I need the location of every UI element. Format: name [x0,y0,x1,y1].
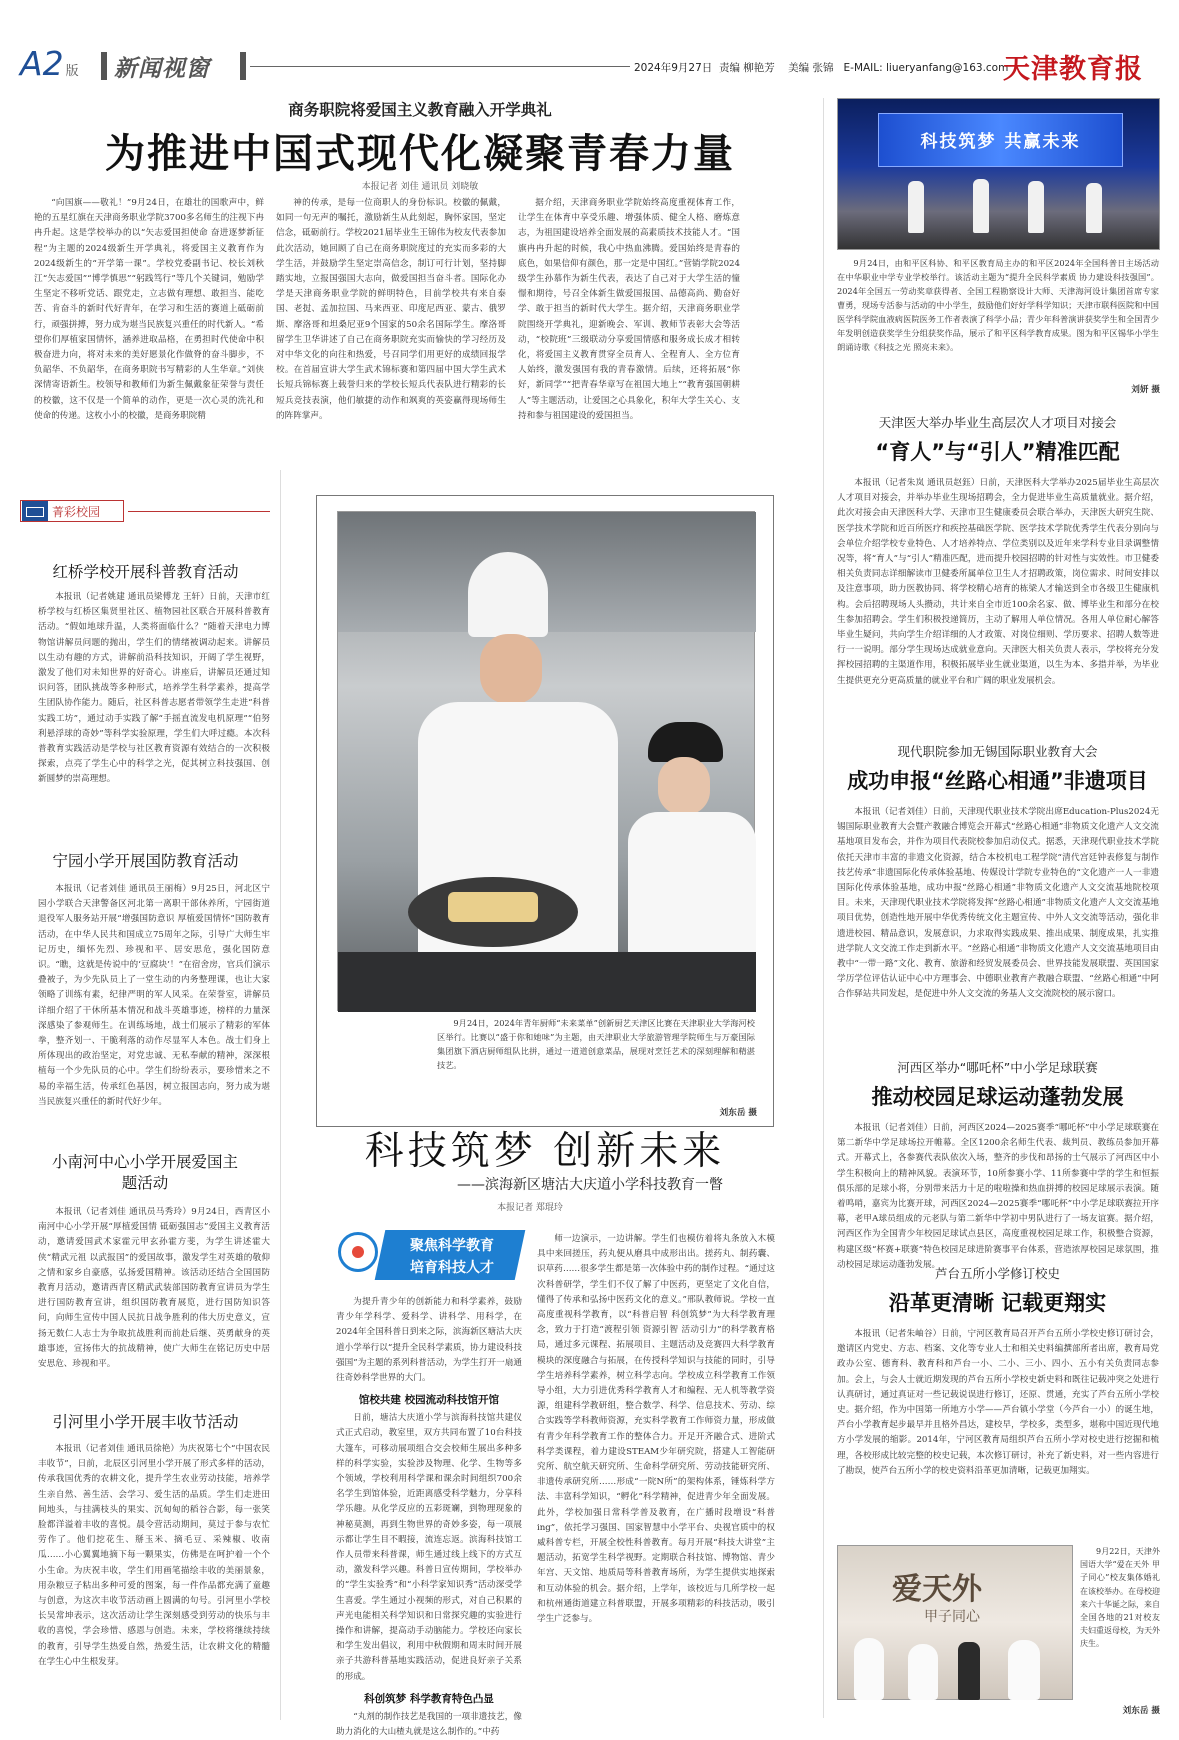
column-divider [280,470,281,1720]
feature-column-2 [537,1232,775,1720]
lutai-text: 本报讯（记者朱岫谷）日前，宁河区教育局召开芦台五所小学校史修订研讨会，邀请区内党史、方志、档案、文化等专业人士和相关史料编撰部所者出席，教育局党政办公室、德育科、教育科和芦台一小、二小、三小、四小、五小有关负责同志参加。会上，与会人士就近期发现的芦台五所小学校史新史料和既往记载冲突之处进行认真研讨，通过真证对一些记载说误进行修订，还原、贯通，充实了芦台五所小学校史。据介绍，作为中国第一所地方小学——芦台镇小学堂（今芦台一小）的诞生地，芦台小学教育起步最早并且格外昌达，建校早，学校多，类型多，堪称中国近现代地方小学发展的缩影。2014年，宁河区教育局组织芦台五所小学对校史进行挖掘和梳理，各校形成比较完整的校史记载，本次修订研讨，补充了新史料，对一些内容进行了勘误，使芦台五所小学的校史资料沿革更加清晰，记载更加翔实。 [837,1329,1159,1476]
xiandai-text: 本报讯（记者刘佳）日前，天津现代职业技术学院出席Education-Plus2024无锡国际职业教育大会暨产教融合博览会开幕式“丝路心相通”非物质文化遗产人文交流基地项目发布会，并作为项目代表院校参加启动仪式。据悉，天津现代职业技术学院依托天津市丰富的非遗文化资源，结合本校机电工程学院“清代宫廷钟表修复与制作技艺传承”非遗国际化传承体验基地、传媒设计学院专业特色的“文化遗产一人一非遗国际化传承体验基地，成功申报“丝路心相通”非物质文化遗产人文交流基地院校项目。未来，天津现代职业技术学院将发挥“丝路心相通”非物质文化遗产人文交流基地项目优势，创造性地开展中华优秀传统文化主题宣传、中外人文交流等活动，强化非遗进校园、精品意识，发展意识，力求取得实践成果、推出成果、制度成果，扎实推进学院人文交流工作走到新水平。“丝路心相通”非物质文化遗产人文交流基地项目由教中“一带一路”文化、教育、旅游和经贸发展委员会、世界技能发展联盟、英国国家学历学位评估认证中心中方理事会、中德职业教育产教融合联盟、“丝路心相通”中阿合作驿站共同发起，是促进中外人文交流的务基人文交流院校的展示窗口。 [837,807,1159,1000]
lutai-body [837,1327,1159,1539]
performer-figure [1028,181,1044,233]
hexi-text: 本报讯（记者刘佳）日前，河西区2024—2025赛季“哪吒杯”中小学足球联赛在第二新华中学足球场拉开帷幕。全区1200余名师生代表、裁判员、教练员参加开幕式。开幕式上，各参赛代表队依次入场，整齐的步伐和昂扬的士气展示了河西区中小学生积极向上的精神风貌。表演环节，10所参赛小学、11所参赛中学的学生和恒振俱乐部的足球小将，分别带来活力十足的啦啦操和热血拼搏的校园足球展示表演。随着鸣哨，嘉宾为比赛开球，河西区2024—2025赛季“哪吒杯”中小学足球联赛拉开序幕，老甲A球员组成的元老队与第二新华中学初中男队进行了一场友谊赛。据介绍，河西区作为全国青少年校园足球试点县区，高度重视校园足球工作，积极整合资源，构建区级“杯赛+联赛”特色校园足球进阶赛事平台体系，营造浓厚校园足球氛围，推动校园足球运动蓬勃发展。 [837,1123,1159,1270]
lead-column-1 [34,196,264,461]
yinheli-text: 本报讯（记者刘佳 通讯员徐艳）为庆祝第七个“中国农民丰收节”，日前，北辰区引河里小学开展了形式多样的活动，传承我国优秀的农耕文化，提升学生农业劳动技能，培养学生亲自然、善生活、会学习、爱生活的品质。学生们走进田间地头，与挂满枝头的果实、沉甸甸的稻谷合影，每一张笑脸都洋溢着丰收的喜悦。晨令营活动期间，莫过于参与农忙劳作了。他们挖花生、掰玉米、摘毛豆、采辣椒、收南瓜……小心翼翼地摘下每一颗果实，仿佛是在呵护着一个个小生命。为庆祝丰收，学生们用画笔描绘丰收的美丽景象，用杂粮豆子粘出多种可爱的图案，每一件作品都充满了童趣与创意，为这次丰收节活动画上圆满的句号。引河里小学校长吴常坤表示，这次活动让学生深刻感受到劳动的快乐与丰收的喜悦，学会珍惜、感恩与创造。未来，学校将继续持续的教育，引导学生热爱自然，热爱生活，让农耕文化的精髓在学生心中生根发芽。 [38,1444,270,1667]
tofu-dish [448,892,538,922]
xiaonanhe-text: 本报讯（记者刘佳 通讯员马秀玲）9月24日，西青区小南河中心小学开展“厚植爱国情 砥砺强国志”爱国主义教育活动，邀请爱国武术家霍元甲玄孙霍方斐，为学生讲述霍大侠“精武元祖 以武报国”的爱国故事，激发学生对英雄的敬仰之情和家乡自豪感，弘扬爱国精神。该活动还结合全国国防教育月活动，邀请西青区精武武装部国防教育宣讲员为学生进行国防教育宣讲，组织国防教育展览，进行国防知识答问，向师生宣传中国人民抗日战争胜利的伟大历史意义，宣扬无数仁人志士为争取抗战胜利而前赴后继、英勇献身的英雄事迹，宣扬伟大的抗战精神，使广大师生在铭记历史中居安思危、珍视和平。 [38,1207,270,1370]
page-number: A2 版 [20,44,79,83]
lead-kicker: 商务职院将爱国主义教育融入开学典礼 [288,101,552,119]
student-hat [648,722,723,762]
lead-headline: 为推进中国式现代化凝聚青春力量 [105,131,735,177]
lead-byline: 本报记者 刘佳 通讯员 刘晓敏 [361,182,479,192]
hexi-kicker: 河西区举办“哪吒杯”中小学足球联赛 [897,1060,1098,1075]
feature-text-1b: 日前，塘沽大庆道小学与滨海科技馆共建仪式正式启动，教室里，双方共同布置了10台科技大篷车，可移动展项组合交会校师生展出多种多样的科学实验，实验涉及物理、化学、生物等多个领域，学校利用科学课和课余时间组织700余名学生到馆体验，近距离感受科学魅力，分享科学乐趣。从化学反应的五彩斑斓，到物理现象的神秘莫测，再到生物世界的奇妙多姿，每一项展示都让学生目不暇接，流连忘返。滨海科技馆工作人员带来科普课，师生通过线上线下的方式互动，激发科学兴趣。科普日宣传期间，学校举办的“学生实验秀”和“小科学家知识秀”活动深受学生喜爱。学生通过小视频的形式，对自己积累的声光电能相关科学知识和日常探究趣的实验进行操作和讲解，提高动手动脑能力。学校还向家长和学生发出倡议，利用中秋假期和周末时间开展亲子共游科普基地实践活动，促进良好亲子关系的形成。 [336,1413,522,1682]
chef-hat [468,552,548,637]
chef-caption: 9月24日，2024年青年厨师“未来菜单”创新厨艺天津区比赛在天津职业大学海河校区举行。比赛以“盛于你和她味”为主题，由天津职业大学旅游管理学院师生与万豪国际集团旗下酒店厨师组队比拼，通过一道道创意菜品，展现对烹饪艺术的深刻理解和精湛技艺。 [437,1018,755,1070]
slash-bar-icon [101,52,107,80]
chef-face [480,634,542,704]
science-day-photo [837,98,1160,250]
bride-figure [854,1638,884,1700]
hongqiao-body [38,590,270,832]
feature-text-2: 师一边演示，一边讲解。学生们也模仿着将丸条放入木模具中来回搓压，药丸便从磨具中成形出出。搓药丸、制药囊、识草药……很多学生都是第一次体验中药的制作过程。“通过这次科普研学，学生们不仅了解了中医药，更坚定了文化自信，懂得了传承和弘扬中医药文化的意义。”邢队教师说。学校一直高度重视科学教育，以“科普启智 科创筑梦”为大科学教育理念，致力于打造“渡程引领 资源引智 活动引力”的科学教育格局，通过多元课程、拓展项目、主题活动及竞赛四大科学教育模块的深度融合与拓展，在传授科学知识与技能的同时，引导学生培养科学素养，树立科学志向。学校成立科学教育工作领导小组，大力引进优秀科学教育人才和编程、无人机等教学资源，组建科学教研组，整合数学、科学、信息技术、劳动、综合实践等学科教师资源，充实科学教育工作师资力量，形成做有青少年科学教育工作的整体合力。开足开齐融合式、进阶式科学类课程，着力建设STEAM少年研究院，搭建人工智能研究所、航空航天研究所、生命科学研究所、劳动技能研究所、非遗传承研究所……形成“一院N所”的架构体系，锤炼科学方法、丰富科学知识，“孵化”科学精神，促进青少年全面发展。此外，学校加强日常科学普及教育，在广播时段增设“科普ing”，依托学习强国、国家智慧中小学平台、央视官质中的权威科普专栏，开展全校性科普教育。每月开展“科技大讲堂”主题活动，拓宽学生科学视野。定期联合科技馆、博物馆、青少年宫、天文馆、地质局等科普教育场所，为学生提供实地探索和互动体验的机会。据介绍，上学年，该校近与几所学校一起和杭州通街道建立科普联盟，开展多项精彩的科技活动，吸引学生广泛参与。 [537,1234,775,1625]
performer-figure [973,179,989,233]
feature-byline: 本报记者 郑琨玲 [497,1203,563,1213]
bride-figure [908,1644,938,1700]
tmu-headline: “育人”与“引人”精准匹配 [875,440,1120,464]
chef-photo-frame [316,495,774,1127]
bride-figure [1008,1640,1040,1700]
column-divider [823,98,824,1718]
tmu-kicker: 天津医大举办毕业生高层次人才项目对接会 [878,415,1117,430]
wedding-sign-text: 爱天外 [892,1572,982,1607]
wedding-caption: 9月22日，天津外国语大学“爱在天外 甲子同心”校友集体婚礼在该校举办。在母校迎来六十华诞之际，来自全国各地的21对校友夫妇重返母校，为天外庆生。 [1080,1547,1160,1649]
feature-headline: 科技筑梦 创新未来 [364,1129,726,1174]
chef-credit: 刘东岳 摄 [719,1108,757,1118]
xiandai-body [837,805,1159,1053]
paper-name: 天津教育报 [1003,54,1143,85]
wedding-caption-box [1080,1545,1160,1693]
masthead [0,0,1179,95]
xiandai-headline: 成功申报“丝路心相通”非遗项目 [847,769,1148,793]
feature-subhead-2: 科创筑梦 科学教育特色凸显 [364,1692,494,1705]
campus-badge [20,500,124,522]
science-day-caption-box [837,256,1159,374]
student-face [658,757,710,815]
feature-subhead: ——滨海新区塘沽大庆道小学科技教育一瞥 [457,1177,723,1193]
hongqiao-text: 本报讯（记者姚建 通讯员梁傅龙 王轩）日前，天津市红桥学校与红桥区集贤里社区、植物园社区联合开展科普教育活动。“假如地球升温，人类将面临什么？”随着天津电力博物馆讲解员问题的抛出，学生们的情绪被调动起来。讲解员以生动有趣的方式，讲解前沿科技知识，开阔了学生视野，激发了他们对未知世界的好奇心。讲座后，讲解员还通过知识问答，团队挑战等多种形式，培养学生科学素养，提高学生团队协作能力。随后，社区科普志愿者带领学生走进“科普实践工坊”，通过动手实践了解“手摇直流发电机原理”“伯努利悬浮球的奇妙”等科学实验原理，学生们大呼过瘾。本次科普教育实践活动是学校与社区教育资源有效结合的一次积极探索，点亮了学生心中的科学之光，促其树立科技强国、创新圆梦的崇高理想。 [38,592,270,785]
hexi-body [837,1121,1159,1270]
performer-figure [1086,183,1102,233]
ningyuan-text: 本报讯（记者刘佳 通讯员王丽梅）9月25日，河北区宁园小学联合天津警备区河北第一离职干部休养所，宁园街道退役军人服务站开展“增强国防意识 厚植爱国情怀”国防教育活动，在中华人民共和国成立75周年之际，引导广大师生牢记历史，缅怀先烈、珍视和平、居安思危，强化国防意识。“瞧，这就是传说中的‘豆腐块’！”在宿舍房，官兵们演示叠被子，为少先队员上了一堂生动的内务整理课，也让大家领略了训练有素，纪律严明的军人风采。在荣誉室，讲解员详细介绍了干休所基本情况和战斗英雄事迹，榜样的力量深深感染了参观师生。在训练场地，战士们展示了精彩的军体拳，整齐划一、干脆利落的动作尽显军人本色。战士们身上所体现出的政治坚定，对党忠诚、无私奉献的精神，深深根植每一个少先队员的心中。学生们纷纷表示，要珍惜来之不易的幸福生活，传承红色基因，树立报国志向，努力成为堪当民族复兴重任的新时代好少年。 [38,884,270,1107]
science-day-caption: 9月24日，由和平区科协、和平区教育局主办的和平区2024年全国科普日主场活动在中华职业中学专业学校举行。该活动主题为“提升全民科学素质 协力建设科技强国”。2024年全国五一劳动奖章获得者、全国工程勘察设计大师、天津海河设计集团首席专家曹勇，现场专活参与活动的中小学生，鼓励他们好好学科学知识；天津市联科医院和中国医学科学院血液病医院医务工作者表演了科学小品；青少年科普演讲获奖学生和全国青少年发明创造获奖学生分组获奖作品，展示了和平区科学教育成果。图为和平区锡华小学生朗诵诗歌《科技之光 照亮未来》。 [837,258,1159,352]
masthead-rule [250,66,630,67]
xiaonanhe-headline: 小南河中心小学开展爱国主题活动 [51,1153,238,1192]
ningyuan-body [38,882,270,1150]
performer-figure [908,181,924,233]
lead-column-3 [518,196,740,461]
hongqiao-headline: 红桥学校开展科普教育活动 [52,563,239,581]
stage-banner-text: 科技筑梦 共赢未来 [920,132,1081,152]
groom-figure [958,1642,980,1700]
chef-photo [337,511,755,1011]
lead-text-1: “向国旗——敬礼！”9月24日，在雄壮的国歌声中，鲜艳的五星红旗在天津商务职业学院3700多名师生的注视下冉冉升起。这是学校举办的以“矢志爱国担使命 奋进逐梦新征程”为主题的2024级新生开学典礼，将爱国主义教育作为2024级新生的“开学第一课”。学校党委副书记、校长刘秋江“矢志爱国”“博学慎思”“躬践笃行”等几个关键词，勉励学生坚定不移听党话、跟党走，立志做有理想、敢担当、能吃苦、肯奋斗的新时代好青年，在学习和生活的赛道上砥砺前行，顽强拼搏，努力成为堪当民族复兴重任的时代新人。“希望你们厚植家国情怀，涵养进取品格，在勇担时代使命中积极奋进力向，将对未来的美好愿景化作做脊的奋斗脚步，不负韶华、不负韶华，在商务职院书写精彩的人生华章。”刘侠深情寄语新生。校领导和教师们为新生佩戴象征荣誉与责任的校徽，这不仅是一个简单的动作，更是一次心灵的洗礼和使命的传递。这枚小小的校徽，是商务职院精 [34,198,264,421]
tmu-text: 本报讯（记者朱岚 通讯员赵鈺）日前，天津医科大学举办2025届毕业生高层次人才项目对接会，并举办毕业生现场招聘会，全力促进毕业生高质量就业。据介绍，此次对接会由天津医科大学、天津市卫生健康委员会联合举办，天津医大研究生院、医学技术学院和近百所医疗和疾控基础医学院、医学技术学院优秀学生代表分别向与会单位介绍学校专业特色、人才培养特点、学位类别以及近年来学科专业目录调整情况等，将“育人”与“引人”精准匹配，进而提升校园招聘的针对性与实效性。市卫健委相关负责同志详细解读市卫健委所属单位卫生人才招聘政策，岗位需求、时间安排以及注意事项，助力医教协同、将学校精心培育的栋梁人才输送到全市各级卫生健康机构。会后招聘现场人头攒动，共计来自全市近100余名家、做、博毕业生和部分在校生参加招聘会。学生们积极投递简历，主动了解用人单位情况。各用人单位耐心解答毕业生疑问，共向学生介绍详细的人才政策、对岗位细则、学历要求、招聘人数等进行一一说明。部分学生现场达成就业意向。天津医大相关负责人表示，学校将充分发挥校园招聘的主渠道作用，积极拓展毕业生就业渠道，以生为本、多措并举，为毕业生提供更充分更高质量的就业平台和广阔的职业发展机会。 [837,478,1159,686]
ningyuan-headline: 宁园小学开展国防教育活动 [52,852,239,870]
banner-line-2: 培育科技人才 [410,1260,494,1276]
yinheli-headline: 引河里小学开展丰收节活动 [52,1413,239,1431]
campus-badge-rule [128,511,270,512]
science-day-credit: 刘妍 摄 [1131,385,1160,395]
feature-subhead-1: 馆校共建 校园流动科技馆开馆 [358,1394,500,1407]
wedding-photo [837,1545,1073,1700]
campus-badge-label: 菁彩校园 [52,504,101,519]
tmu-body [837,476,1159,739]
chef-caption-box [437,1016,755,1102]
wedding-sign-text: 甲子同心 [924,1609,980,1625]
xiandai-kicker: 现代职院参加无锡国际职业教育大会 [897,744,1098,759]
section-title: 新闻视窗 [114,56,210,82]
banner-line-1: 聚焦科学教育 [410,1238,494,1254]
yinheli-body [38,1442,270,1714]
feature-banner [336,1226,522,1286]
stove [338,952,756,1012]
masthead-meta: 2024年9月27日 责编 柳艳芳 美编 张锦 E-MAIL: liueryanfang@163.com [634,62,1009,74]
lutai-headline: 沿革更清晰 记载更翔实 [888,1291,1107,1315]
lead-text-3: 据介绍，天津商务职业学院始终高度重视体育工作，让学生在体育中享受乐趣、增强体质、健全人格、磨炼意志，为祖国建设培养全面发展的高素质技术技能人才。“国旗冉冉升起的时候，我心中热血沸腾。爱国始终是青春的底色，如果信仰有颜色，那一定是中国红。”营销学院2024级学生孙慕作为新生代表，表达了自己对于大学生活的憧憬和期待，号召全体新生做爱国报国、品德高尚、勤奋好学、敢于担当的新时代大学生。据介绍，天津商务职业学院围绕开学典礼，迎新晚会、军训、教师节表彰大会等活动，“校院班”三级联动分享爱国情感和服务成长成才相转化，将爱国主义教育贯穿全员育人、全程育人、全方位育人始终，激发强国有我的青春激情。后续，还将拓展“你好，新同学”“把青春华章写在祖国大地上”“教育强国朝耕人”等主题活动，让爱国之心具象化，积年大学生关心、支持和参与祖国建设的爱国担当。 [518,198,740,421]
xiaonanhe-body [38,1205,270,1393]
slash-bar-icon [240,52,246,80]
feature-intro: 为提升青少年的创新能力和科学素养，鼓励青少年学科学、爱科学、讲科学、用科学，在2024年全国科普日到来之际，滨海新区塘沽大庆道小学举行以“提升全民科学素质，协力建设科技强国”为主题的系列科普活动，为学生打开一扇通往奇妙科学世界的大门。 [336,1297,522,1384]
lutai-kicker: 芦台五所小学修订校史 [934,1266,1060,1281]
feature-text-1c: “丸剂的制作技艺是我国的一项非遗技艺，像助力消化的大山楂丸就是这么制作的。”中药 [336,1711,522,1738]
hexi-headline: 推动校园足球运动蓬勃发展 [871,1085,1124,1109]
lead-column-2 [276,196,506,461]
lead-text-2: 神的传承，是每一位商职人的身份标识。校徽的佩戴，如同一句无声的嘱托，激励新生从此刻起，胸怀家国，坚定信念，砥砺前行。学校2021届毕业生王锦伟为校友代表参加此次活动，她回顾了自己在商务职院度过的充实而多彩的大学生活，并鼓励学生坚定崇高信念，制订可行计划，坚持脚踏实地，立报国强国大志向，做爱国担当奋斗者。国际化办学是天津商务职业学院的鲜明特色，目前学校共有来自泰国、老挝、孟加拉国、马来西亚、印度尼西亚、蒙古、俄罗斯、摩洛哥和坦桑尼亚9个国家的50余名国际学生。摩洛哥留学生卫华讲述了自己在商务职院充实而愉快的学习经历及对中华文化的向往和热爱，号召同学们用更好的成绩回报学校。在首届宣讲大学生武术锦标赛和第四届中国大学生武术长短兵锦标赛上载誉归来的学校长短兵代表队进行精彩的长短兵竞技表演，他们敏捷的动作和飒爽的英姿赢得现场师生的阵阵掌声。 [276,198,506,421]
feature-column-1 [336,1295,522,1738]
school-building-icon [22,501,48,521]
wedding-credit: 刘东岳 摄 [1122,1706,1160,1716]
